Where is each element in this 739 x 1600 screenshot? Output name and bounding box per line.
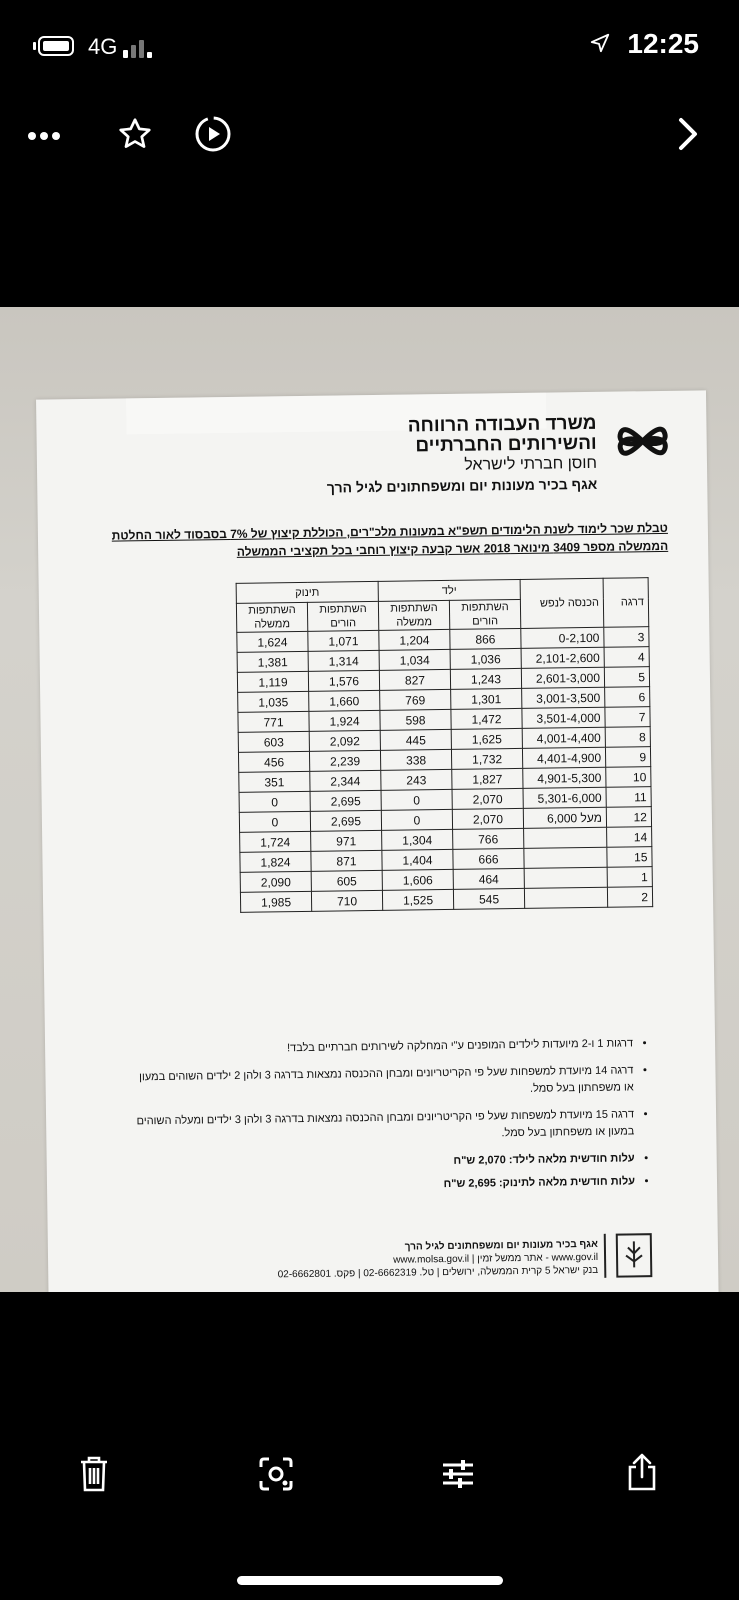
cell-income: 0-2,100	[521, 627, 604, 648]
top-toolbar	[0, 100, 739, 180]
header-child-parents: השתתפות הורים	[449, 599, 520, 629]
cell-child-parents: 666	[453, 848, 524, 869]
cell-child-gov: 338	[380, 749, 451, 770]
cell-child-parents: 2,070	[452, 788, 523, 809]
header-child-government: השתתפות ממשלה	[378, 600, 449, 630]
status-bar	[0, 0, 739, 90]
chevron-right-icon[interactable]	[666, 112, 710, 156]
ministry-line1: משרד העבודה הרווחה	[407, 412, 597, 437]
cell-infant-parents: 971	[311, 830, 382, 851]
header-infant-government: השתתפות ממשלה	[236, 602, 307, 632]
note-item: • דרגות 1 ו-2 מיועדות לילדים המופנים ע"י המחלקה לשירותים חברתיים בלבד!	[135, 1035, 633, 1059]
cell-infant-parents: 1,071	[308, 630, 379, 651]
notes	[135, 1035, 657, 1203]
cell-child-gov: 1,034	[379, 649, 450, 670]
header-child: ילד	[378, 579, 520, 601]
cell-child-gov: 598	[380, 709, 451, 730]
footer-line2: www.gov.il - אתר ממשל זמין | www.molsa.gov.il	[393, 1251, 599, 1266]
cell-income: 4,001-4,400	[522, 727, 605, 748]
ministry-logo-icon	[614, 413, 671, 470]
cell-grade: 7	[605, 707, 650, 728]
cell-infant-gov: 1,035	[238, 691, 309, 712]
document-page	[36, 390, 719, 1292]
cell-grade: 11	[606, 787, 651, 808]
cell-child-parents: 464	[453, 868, 524, 889]
cell-infant-parents: 1,576	[308, 670, 379, 691]
cell-child-parents: 1,827	[452, 768, 523, 789]
cell-child-parents: 1,732	[451, 748, 522, 769]
table-heading: טבלת שכר לימוד לשנת הלימודים תשפ"א במעונות מלכ"רים, הכוללת קיצוץ של 7% בסבסוד לאור החלטת הממשלה מספר 3409 מינואר 2018 אשר קבעה קיצוץ רוחבי בכל תקציבי הממשלה	[111, 520, 669, 559]
cell-infant-gov: 1,724	[240, 831, 311, 852]
header-infant: תינוק	[236, 581, 378, 603]
cell-income: 3,001-3,500	[522, 687, 605, 708]
cell-child-gov: 1,404	[382, 849, 453, 870]
cell-child-parents: 766	[453, 828, 524, 849]
cell-child-parents: 2,070	[452, 808, 523, 829]
fees-table	[236, 577, 654, 913]
cell-infant-gov: 1,119	[237, 671, 308, 692]
footer-divider	[604, 1234, 607, 1278]
cell-infant-gov: 456	[238, 751, 309, 772]
cell-child-parents: 1,625	[451, 728, 522, 749]
cell-child-parents: 1,243	[450, 668, 521, 689]
more-icon[interactable]	[22, 114, 66, 158]
cell-grade: 15	[607, 847, 652, 868]
battery-icon	[38, 36, 74, 56]
share-icon[interactable]	[620, 1450, 664, 1494]
cell-child-parents: 1,301	[451, 688, 522, 709]
ministry-line4: אגף בכיר מעונות יום ומשפחתונים לגיל הרך	[326, 475, 598, 496]
header-infant-parents: השתתפות הורים	[307, 601, 378, 631]
cell-income: 2,601-3,000	[521, 667, 604, 688]
cell-grade: 9	[605, 747, 650, 768]
cell-infant-gov: 2,090	[240, 871, 311, 892]
cell-child-parents: 1,036	[450, 648, 521, 669]
adjust-icon[interactable]	[436, 1452, 480, 1496]
cell-child-gov: 0	[381, 809, 452, 830]
state-emblem-icon	[616, 1233, 653, 1277]
cell-income: 3,501-4,000	[522, 707, 605, 728]
footer	[277, 1238, 598, 1281]
cell-infant-gov: 1,624	[237, 631, 308, 652]
cell-income: 2,101-2,600	[521, 647, 604, 668]
cell-infant-parents: 1,314	[308, 650, 379, 671]
cell-income: 4,901-5,300	[523, 767, 606, 788]
cell-infant-parents: 2,344	[310, 770, 381, 791]
footer-line3: בנק ישראל 5 קרית הממשלה, ירושלים | טל. 02-6662319 | פקס. 02-6662801	[277, 1264, 599, 1281]
cell-grade: 14	[607, 827, 652, 848]
star-icon[interactable]	[113, 112, 157, 156]
cell-income: 4,401-4,900	[522, 747, 605, 768]
cell-income	[524, 887, 607, 908]
cell-income	[524, 847, 607, 868]
cell-child-gov: 1,525	[382, 889, 453, 910]
cell-child-parents: 1,472	[451, 708, 522, 729]
cell-infant-gov: 0	[239, 791, 310, 812]
cell-income	[524, 867, 607, 888]
cell-child-gov: 1,304	[382, 829, 453, 850]
cell-child-parents: 866	[450, 628, 521, 649]
bottom-toolbar	[0, 1440, 739, 1510]
cell-infant-gov: 771	[238, 711, 309, 732]
cell-income: מעל 6,000	[523, 807, 606, 828]
ministry-line3: חוסן חברתי לישראל	[464, 454, 598, 474]
note-cost-infant: • עלות חודשית מלאה לתינוק: 2,695 ש"ח	[137, 1173, 635, 1197]
cell-income: 5,301-6,000	[523, 787, 606, 808]
cell-child-gov: 769	[380, 689, 451, 710]
cell-child-gov: 445	[380, 729, 451, 750]
signal-icon	[123, 36, 159, 58]
header-grade: דרגה	[603, 578, 649, 628]
network-type: 4G	[88, 34, 118, 59]
note-item: • דרגה 14 מיועדת למשפחות שעל פי הקריטריונים ומבחן ההכנסה נמצאות בדרגה 3 ולהן 2 ילדים השוהים במעון או משפחתון בעל סמל.	[135, 1062, 633, 1103]
footer-line1: אגף בכיר מעונות יום ומשפחתונים לגיל הרך	[404, 1238, 598, 1253]
cell-infant-parents: 2,695	[310, 790, 381, 811]
cell-grade: 12	[606, 807, 651, 828]
cell-infant-parents: 2,239	[309, 750, 380, 771]
cell-child-gov: 1,204	[379, 629, 450, 650]
cell-infant-gov: 1,381	[237, 651, 308, 672]
cell-infant-parents: 2,695	[310, 810, 381, 831]
cell-grade: 5	[604, 667, 649, 688]
cell-infant-parents: 1,924	[309, 710, 380, 731]
cell-infant-gov: 603	[238, 731, 309, 752]
cell-child-parents: 545	[453, 888, 524, 909]
location-arrow-icon	[589, 32, 611, 54]
cell-grade: 4	[604, 647, 649, 668]
cell-grade: 8	[605, 727, 650, 748]
cell-infant-parents: 710	[311, 890, 382, 911]
cell-infant-gov: 351	[239, 771, 310, 792]
cell-child-gov: 243	[381, 769, 452, 790]
cell-infant-parents: 871	[311, 850, 382, 871]
cell-grade: 6	[605, 687, 650, 708]
trash-icon[interactable]	[72, 1452, 116, 1496]
cell-infant-gov: 1,824	[240, 851, 311, 872]
note-cost-child: • עלות חודשית מלאה לילד: 2,070 ש"ח	[137, 1150, 635, 1174]
cell-grade: 3	[604, 627, 649, 648]
cell-grade: 10	[606, 767, 651, 788]
cell-grade: 2	[607, 887, 652, 908]
visual-lookup-icon[interactable]	[254, 1452, 298, 1496]
cell-child-gov: 0	[381, 789, 452, 810]
cell-infant-gov: 1,985	[240, 891, 311, 912]
cell-grade: 1	[607, 867, 652, 888]
cell-child-gov: 1,606	[382, 869, 453, 890]
cell-income	[524, 827, 607, 848]
ministry-line2: והשירותים החברתיים	[415, 432, 597, 457]
clock: 12:25	[627, 28, 699, 59]
note-item: • דרגה 15 מיועדת למשפחות שעל פי הקריטריונים ומבחן ההכנסה נמצאות בדרגה 3 ולהן 3 ילדים ומעלה השוהים במעון או משפחתון בעל סמל.	[136, 1106, 634, 1147]
live-photo-icon[interactable]	[191, 112, 235, 156]
ministry-title	[326, 414, 598, 498]
cell-infant-parents: 605	[311, 870, 382, 891]
cell-infant-parents: 2,092	[309, 730, 380, 751]
photo-viewer[interactable]	[0, 307, 739, 1292]
battery-tip	[33, 42, 36, 50]
home-indicator[interactable]	[237, 1576, 503, 1585]
cell-infant-gov: 0	[239, 811, 310, 832]
cell-child-gov: 827	[379, 669, 450, 690]
header-income: הכנסה לנפש	[520, 578, 604, 628]
cell-infant-parents: 1,660	[309, 690, 380, 711]
fees-table-body	[237, 627, 653, 913]
